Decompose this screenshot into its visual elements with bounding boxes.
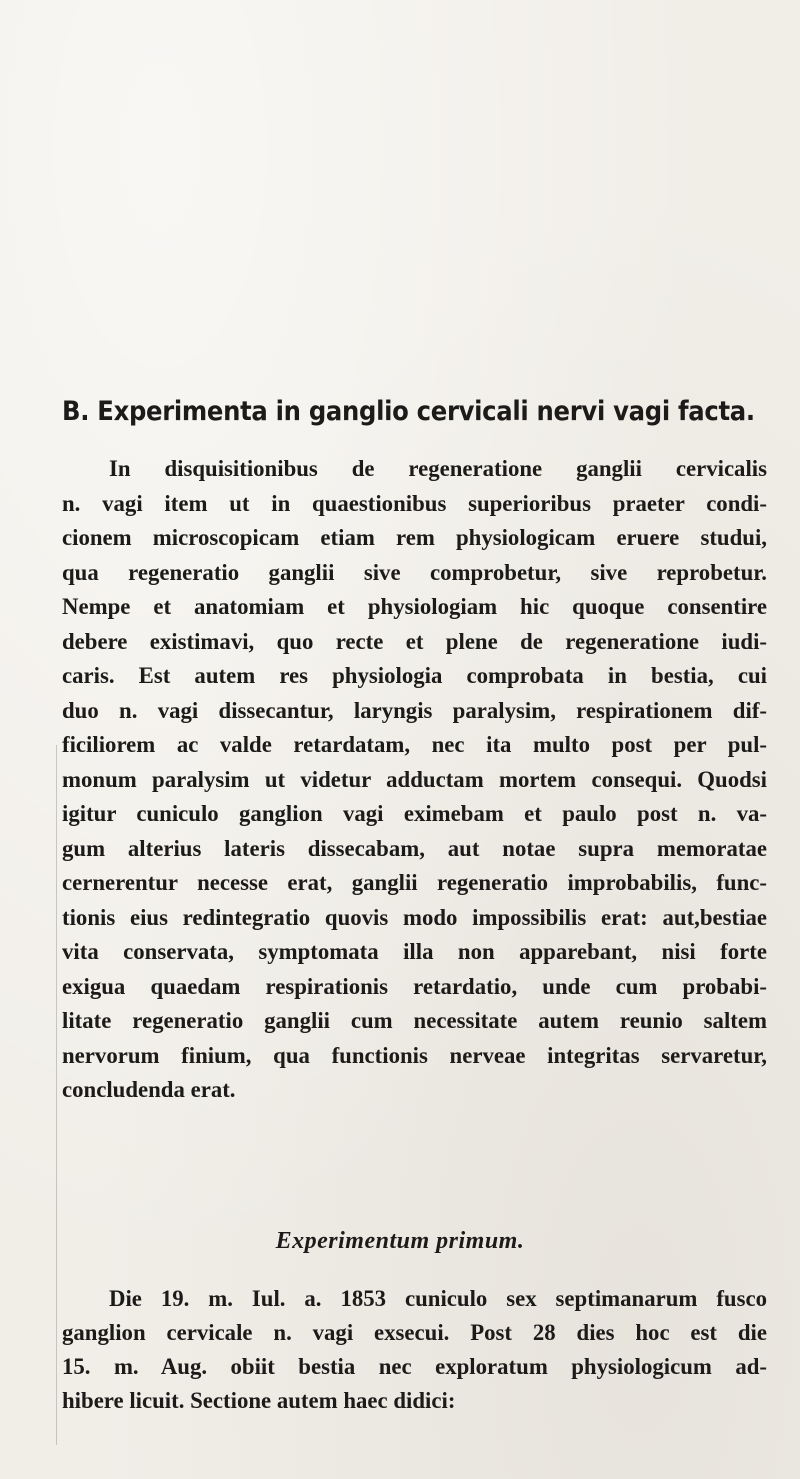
paragraph-1 [62, 452, 767, 1108]
text-line: vita conservata, symptomata illa non apparebant, nisi forte [62, 939, 767, 964]
text-line: duo n. vagi dissecantur, laryngis paralysim, respirationem dif- [62, 697, 767, 723]
text-line: exigua quaedam respirationis retardatio, unde cum probabi- [62, 973, 767, 999]
text-line: qua regeneratio ganglii sive comprobetur, sive reprobetur. [62, 559, 767, 585]
show-through-from-reverse [110, 40, 750, 362]
text-line: cernerentur necesse erat, ganglii regeneratio improbabilis, func- [62, 870, 767, 895]
text-line: cionem microscopicam etiam rem physiologicam eruere studui, [62, 525, 767, 550]
page-fold-shadow [56, 745, 57, 1445]
text-line: n. vagi item ut in quaestionibus superioribus praeter condi- [62, 490, 767, 516]
text-line: Die 19. m. Iul. a. 1853 cuniculo sex septimanarum fusco [109, 1286, 767, 1311]
text-line: litate regeneratio ganglii cum necessitate autem reunio saltem [62, 1008, 767, 1033]
text-line: tionis eius redintegratio quovis modo impossibilis erat: aut,bestiae [62, 904, 767, 930]
text-line: nervorum finium, qua functionis nerveae integritas servaretur, [62, 1042, 767, 1068]
text-line: igitur cuniculo ganglion vagi eximebam et paulo post n. va- [62, 801, 767, 826]
experiment-heading: Experimentum primum. [275, 1228, 525, 1254]
text-line: ficiliorem ac valde retardatam, nec ita multo post per pul- [62, 732, 767, 757]
text-line: debere existimavi, quo recte et plene de regeneratione iudi- [62, 628, 767, 654]
text-line: caris. Est autem res physiologia comprobata in bestia, cui [62, 663, 767, 688]
text-line: hibere licuit. Sectione autem haec didici: [62, 1388, 456, 1413]
text-line: 15. m. Aug. obiit bestia nec exploratum physiologicum ad- [62, 1354, 767, 1379]
section-heading: B. Experimenta in ganglio cervicali nervi vagi facta. [62, 396, 755, 427]
text-line: monum paralysim ut videtur adductam mortem consequi. Quodsi [62, 766, 767, 792]
paragraph-2 [62, 1282, 767, 1418]
text-line: gum alterius lateris dissecabam, aut notae supra memoratae [62, 835, 767, 861]
text-line: ganglion cervicale n. vagi exsecui. Post 28 dies hoc est die [62, 1320, 767, 1345]
text-line: Nempe et anatomiam et physiologiam hic quoque consentire [62, 594, 767, 619]
text-line: concludenda erat. [62, 1077, 236, 1102]
text-line: In disquisitionibus de regeneratione ganglii cervicalis [109, 456, 767, 481]
